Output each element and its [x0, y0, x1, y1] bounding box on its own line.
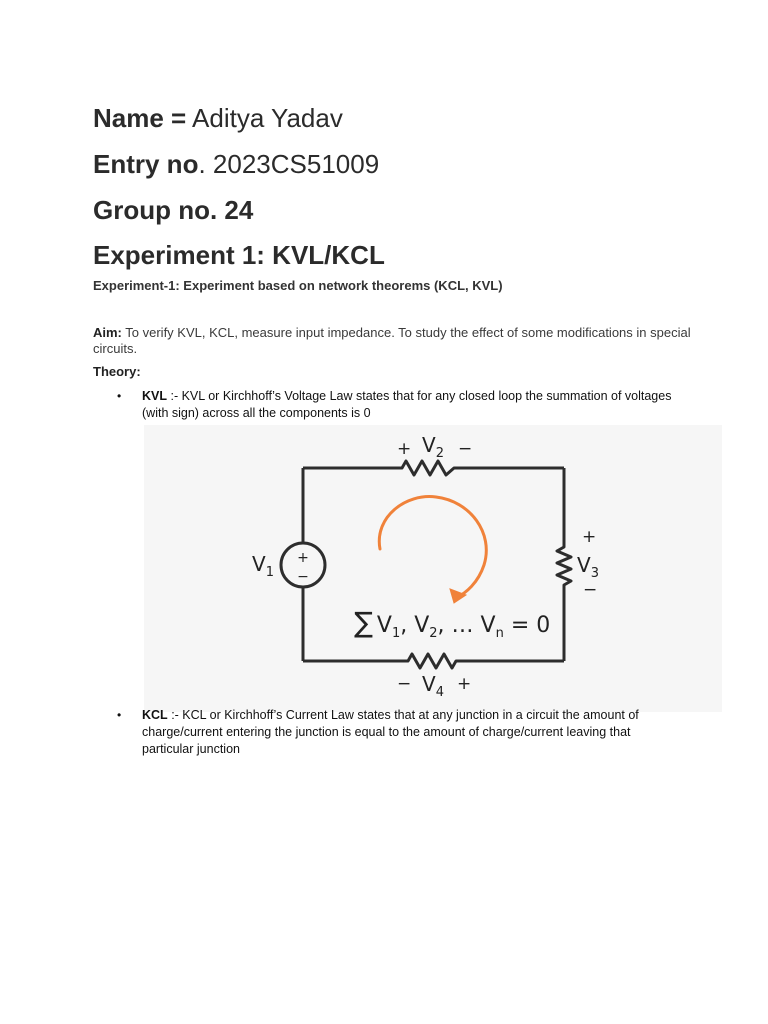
bullet-kcl-key: KCL	[142, 708, 168, 722]
v4-plus: +	[457, 674, 472, 694]
experiment-title-text: Experiment 1: KVL/KCL	[93, 240, 385, 270]
label-v3	[577, 553, 599, 581]
bullet-kcl-body: :- KCL or Kirchhoff’s Current Law states that at any junction in a circuit the amount of charge/current entering the junction is equal to the amount of charge/current leaving that particular junction	[142, 708, 639, 756]
source-plus: +	[297, 550, 309, 566]
label-v2	[422, 433, 444, 461]
circuit-svg	[144, 425, 722, 712]
v3-plus: +	[582, 527, 597, 547]
entry-label: Entry no	[93, 149, 199, 179]
equation-sigma: ∑	[354, 606, 373, 639]
equation-tail: = 0	[503, 613, 551, 638]
group-label: Group no. 24	[93, 195, 254, 225]
name-line	[93, 103, 343, 133]
name-value: Aditya Yadav	[192, 103, 343, 133]
entry-value: . 2023CS51009	[198, 149, 380, 179]
group-line	[93, 195, 253, 225]
aim-paragraph	[93, 325, 693, 357]
bullet-kvl-key: KVL	[142, 389, 167, 403]
label-v1-sub: 1	[265, 565, 274, 580]
label-v4-main: V	[422, 672, 436, 696]
experiment-title	[93, 240, 385, 270]
v3-minus: −	[583, 580, 598, 600]
equation-subn: n	[495, 626, 504, 641]
label-v3-sub: 3	[590, 566, 599, 581]
resistor-top	[303, 461, 564, 475]
bullet-kcl-text	[142, 707, 677, 758]
v2-minus: −	[458, 439, 473, 459]
v4-minus: −	[397, 674, 412, 694]
loop-arrow-icon	[379, 497, 486, 598]
equation-sep1: , V	[400, 613, 430, 638]
label-v2-main: V	[422, 433, 436, 457]
label-v3-main: V	[577, 553, 591, 577]
bullet-marker: •	[117, 389, 122, 403]
name-label: Name =	[93, 103, 187, 133]
aim-text: To verify KVL, KCL, measure input impedance. To study the effect of some modifications in special circuits.	[93, 325, 691, 356]
kvl-circuit-diagram	[144, 425, 722, 712]
v2-plus: +	[397, 439, 412, 459]
loop-arrowhead-icon	[450, 589, 466, 603]
label-v2-sub: 2	[435, 446, 444, 461]
bullet-marker: •	[117, 708, 122, 722]
equation-v: V	[376, 613, 392, 638]
experiment-subtitle: Experiment-1: Experiment based on network theorems (KCL, KVL)	[93, 278, 503, 293]
resistor-right	[557, 468, 571, 661]
equation-sub2: 2	[429, 626, 438, 641]
equation-sub1: 1	[391, 626, 401, 641]
equation-sep2: , … V	[437, 613, 496, 638]
bullet-kcl	[117, 707, 677, 763]
aim-label: Aim:	[93, 325, 122, 340]
entry-line	[93, 149, 379, 179]
bullet-kvl-text	[142, 388, 677, 422]
kvl-equation	[354, 606, 550, 641]
label-v4	[422, 672, 444, 700]
theory-heading: Theory:	[93, 364, 141, 379]
label-v1	[252, 552, 274, 580]
bullet-kvl	[117, 388, 677, 428]
source-minus: −	[297, 569, 309, 585]
label-v1-main: V	[252, 552, 266, 576]
resistor-bottom	[303, 654, 564, 668]
bullet-kvl-body: :- KVL or Kirchhoff’s Voltage Law states that for any closed loop the summation of voltages (with sign) across all the components is 0	[142, 389, 672, 420]
label-v4-sub: 4	[435, 685, 444, 700]
